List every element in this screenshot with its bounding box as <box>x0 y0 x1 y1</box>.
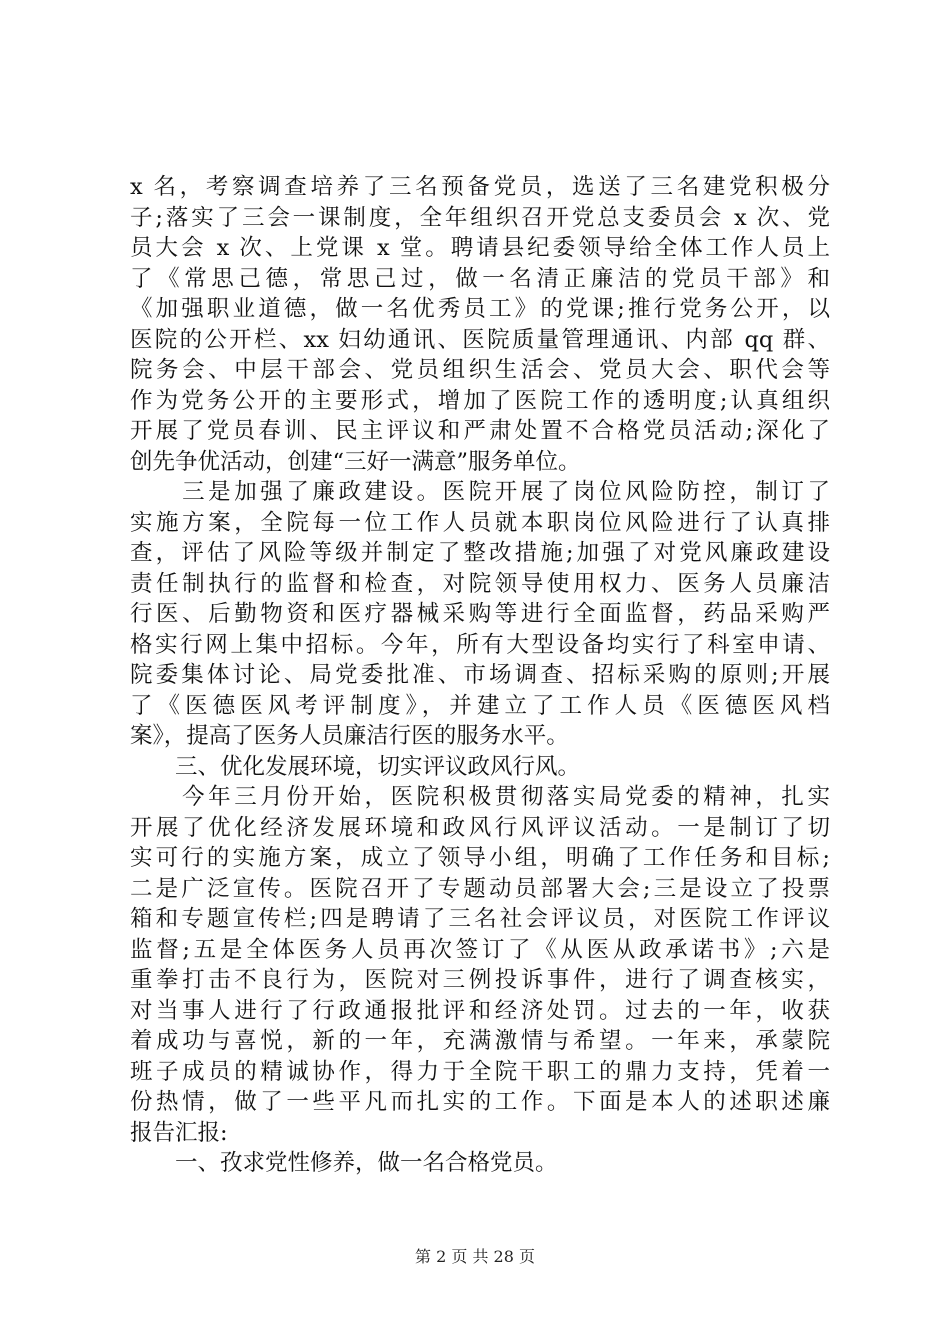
text-line: 实可行的实施方案，成立了领导小组，明确了工作任务和目标; <box>130 845 830 871</box>
section-heading: 三、优化发展环境，切实评议政风行风。 <box>130 753 581 780</box>
text-line: 开展了优化经济发展环境和政风行风评议活动。一是制订了切 <box>130 814 830 841</box>
text-line: 份热情，做了一些平凡而扎实的工作。下面是本人的述职述廉 <box>130 1089 830 1115</box>
text-line: 责任制执行的监督和检查，对院领导使用权力、医务人员廉洁 <box>130 570 830 597</box>
section-heading: 一、孜求党性修养，做一名合格党员。 <box>130 1150 558 1176</box>
text-line: 院委集体讨论、局党委批准、市场调查、招标采购的原则;开展 <box>130 662 830 688</box>
text-line: 班子成员的精诚协作，得力于全院干职工的鼎力支持，凭着一 <box>130 1058 830 1085</box>
text-line: 子;落实了三会一课制度，全年组织召开党总支委员会 x 次、党 <box>130 204 830 231</box>
text-line: 开展了党员春训、民主评议和严肃处置不合格党员活动;深化了 <box>130 418 830 444</box>
paragraph-start-line: 今年三月份开始，医院积极贯彻落实局党委的精神，扎实 <box>130 784 830 810</box>
text-line: 着成功与喜悦，新的一年，充满激情与希望。一年来，承蒙院 <box>130 1028 830 1054</box>
text-line: 作为党务公开的主要形式，增加了医院工作的透明度;认真组织 <box>130 387 830 414</box>
text-line: 监督;五是全体医务人员再次签订了《从医从政承诺书》;六是 <box>130 936 830 963</box>
text-line: 医院的公开栏、xx 妇幼通讯、医院质量管理通讯、内部 qq 群、 <box>130 326 830 353</box>
paragraph-end-line: 创先争优活动，创建“三好一满意”服务单位。 <box>130 448 581 475</box>
text-line: 了《常思己德，常思己过，做一名清正廉洁的党员干部》和 <box>130 265 830 292</box>
text-line: 箱和专题宣传栏;四是聘请了三名社会评议员，对医院工作评议 <box>130 906 830 932</box>
paragraph-end-line: 案》，提高了医务人员廉洁行医的服务水平。 <box>130 723 569 749</box>
text-line: 了《医德医风考评制度》，并建立了工作人员《医德医风档 <box>130 692 830 719</box>
text-line: 院务会、中层干部会、党员组织生活会、党员大会、职代会等 <box>130 357 830 383</box>
document-body <box>130 172 830 1179</box>
paragraph-end-line: 报告汇报: <box>130 1119 228 1146</box>
text-line: 查，评估了风险等级并制定了整改措施;加强了对党风廉政建设 <box>130 540 830 566</box>
text-line: 二是广泛宣传。医院召开了专题动员部署大会;三是设立了投票 <box>130 875 830 902</box>
text-line: 重拳打击不良行为，医院对三例投诉事件，进行了调查核实， <box>130 967 830 993</box>
text-line: 实施方案，全院每一位工作人员就本职岗位风险进行了认真排 <box>130 509 830 536</box>
text-line: 对当事人进行了行政通报批评和经济处罚。过去的一年，收获 <box>130 997 830 1024</box>
text-line: 格实行网上集中招标。今年，所有大型设备均实行了科室申请、 <box>130 631 830 658</box>
text-line: 员大会 x 次、上党课 x 堂。聘请县纪委领导给全体工作人员上 <box>130 235 830 261</box>
paragraph-start-line: 三是加强了廉政建设。医院开展了岗位风险防控，制订了 <box>130 479 830 505</box>
page-number-footer: 第 2 页 共 28 页 <box>415 1247 535 1266</box>
text-line: x 名，考察调查培养了三名预备党员，选送了三名建党积极分 <box>130 174 830 200</box>
text-line: 《加强职业道德，做一名优秀员工》的党课;推行党务公开，以 <box>130 296 830 322</box>
text-line: 行医、后勤物资和医疗器械采购等进行全面监督，药品采购严 <box>130 601 830 627</box>
